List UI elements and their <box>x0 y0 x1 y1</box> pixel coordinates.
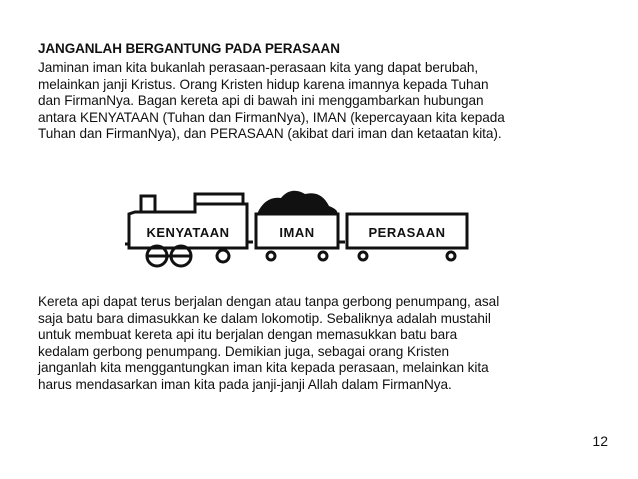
intro-line: Tuhan dan FirmanNya), dan PERASAAN (akibat dari iman dan ketaatan kita). <box>38 126 502 142</box>
coal-pile <box>257 191 337 214</box>
coal-car-label: IMAN <box>279 225 315 240</box>
intro-line: dan FirmanNya. Bagan kereta api di bawah ini menggambarkan hubungan <box>38 93 484 109</box>
passenger-car-label: PERASAAN <box>368 225 446 240</box>
body-line: Kereta api dapat terus berjalan dengan atau tanpa gerbong penumpang, asal <box>38 294 500 309</box>
wheel <box>217 250 229 262</box>
train-diagram <box>125 184 475 276</box>
body-line: saja batu bara dimasukkan ke dalam lokomotip. Sebaliknya adalah mustahil <box>38 310 491 326</box>
intro-paragraph <box>38 60 598 143</box>
wheel <box>319 252 327 260</box>
wheel <box>359 252 367 260</box>
body-line: kedalam gerbong penumpang. Demikian juga, sebagai orang Kristen <box>38 343 449 359</box>
body-line: untuk membuat kereta api itu berjalan dengan memasukkan batu bara <box>38 327 458 343</box>
page-number: 12 <box>592 433 608 449</box>
body-line: janganlah kita menggantungkan iman kita kepada perasaan, melainkan kita <box>38 360 489 376</box>
intro-line: Jaminan iman kita bukanlah perasaan-perasaan kita yang dapat berubah, <box>38 60 479 75</box>
page-heading: JANGANLAH BERGANTUNG PADA PERASAAN <box>38 41 340 56</box>
wheel <box>447 252 455 260</box>
smokestack <box>141 196 155 212</box>
engine-label: KENYATAAN <box>146 225 230 240</box>
intro-line: melainkan janji Kristus. Orang Kristen hidup karena imannya kepada Tuhan <box>38 76 489 92</box>
wheel <box>267 252 275 260</box>
body-line: harus mendasarkan iman kita pada janji-janji Allah dalam FirmanNya. <box>38 376 452 392</box>
intro-line: antara KENYATAAN (Tuhan dan FirmanNya), IMAN (kepercayaan kita kepada <box>38 109 505 125</box>
body-paragraph <box>38 294 598 394</box>
